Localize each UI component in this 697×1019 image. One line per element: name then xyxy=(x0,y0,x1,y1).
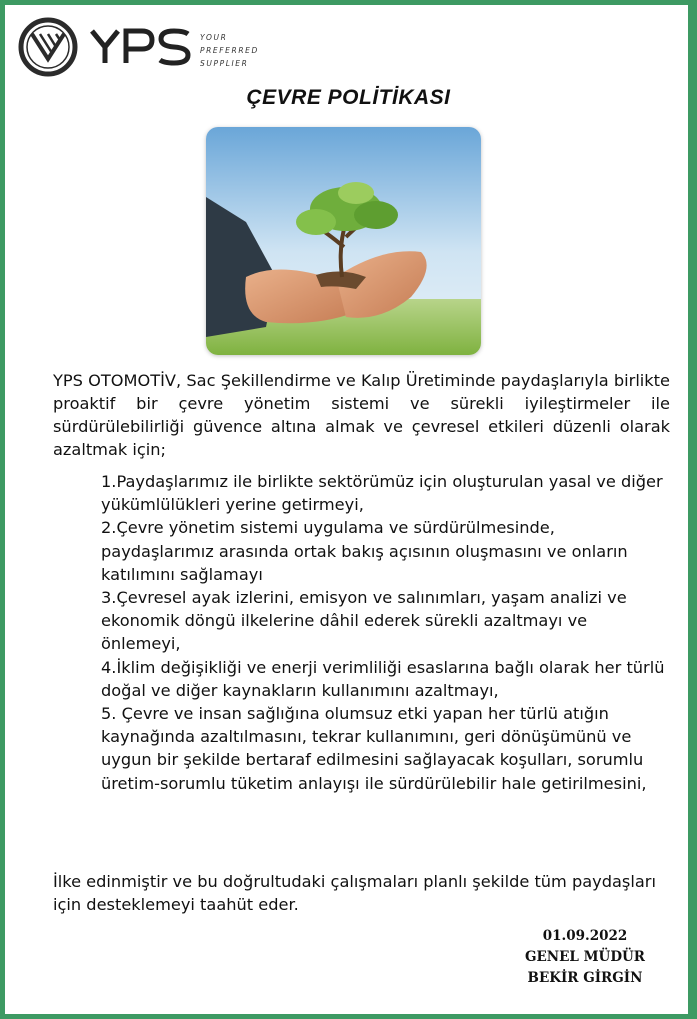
tagline-line: SUPPLIER xyxy=(200,59,249,68)
plant-in-hands-icon xyxy=(206,127,481,355)
signature-role: GENEL MÜDÜR xyxy=(524,949,646,965)
policy-item: 5. Çevre ve insan sağlığına olumsuz etki yapan her türlü atığın kaynağında azaltılmasını, tekrar kullanımını, geri dönüşümünü ve uygun bir şekilde bertaraf edilmesini sağlayacak koşulları, sorumlu üretim-sorumlu tüketim anlayışı ile sürdürülebilir hale getirilmesini, xyxy=(101,704,647,793)
policy-closing: İlke edinmiştir ve bu doğrultudaki çalışmaları planlı şekilde tüm paydaşları için desteklemeyi taahüt eder. xyxy=(53,872,656,914)
signature-name: BEKİR GİRGİN xyxy=(527,970,643,986)
policy-item: 3.Çevresel ayak izlerini, emisyon ve salınımları, yaşam analizi ve ekonomik döngü ilkelerine dâhil ederek sürekli azaltmayı ve önlemeyi, xyxy=(101,588,627,654)
company-logo xyxy=(18,17,278,79)
tagline-line: YOUR xyxy=(200,33,228,42)
brand-tagline xyxy=(200,31,259,70)
signature-block xyxy=(505,926,665,989)
policy-item: 1.Paydaşlarımız ile birlikte sektörümüz için oluşturulan yasal ve diğer yükümlülükleri yerine getirmeyi, xyxy=(101,472,663,515)
policy-item: 4.İklim değişikliği ve enerji verimliliği esaslarına bağlı olarak her türlü doğal ve diğer kaynakların kullanımını azaltmayı, xyxy=(101,657,665,700)
policy-intro: YPS OTOMOTİV, Sac Şekillendirme ve Kalıp Üretiminde paydaşlarıyla birlikte proaktif bir çevre yönetim sistemi ve sürekli iyileştirmeler ile sürdürülebilirliği güvence altına almak ve çevresel etkileri düzenli olarak azaltmak için; xyxy=(53,371,670,459)
policy-item: 2.Çevre yönetim sistemi uygulama ve sürdürülmesinde, paydaşlarımız arasında ortak bakış açısının oluşmasını ve onların katılımını sağlamayı xyxy=(101,518,628,584)
policy-items xyxy=(101,470,671,795)
plant-in-hands-photo xyxy=(206,127,481,355)
yps-wordmark-icon xyxy=(90,25,194,69)
page-title: ÇEVRE POLİTİKASI xyxy=(246,86,451,109)
signature-date: 01.09.2022 xyxy=(542,928,628,944)
tagline-line: PREFERRED xyxy=(200,46,259,55)
yps-emblem-icon xyxy=(18,17,80,77)
